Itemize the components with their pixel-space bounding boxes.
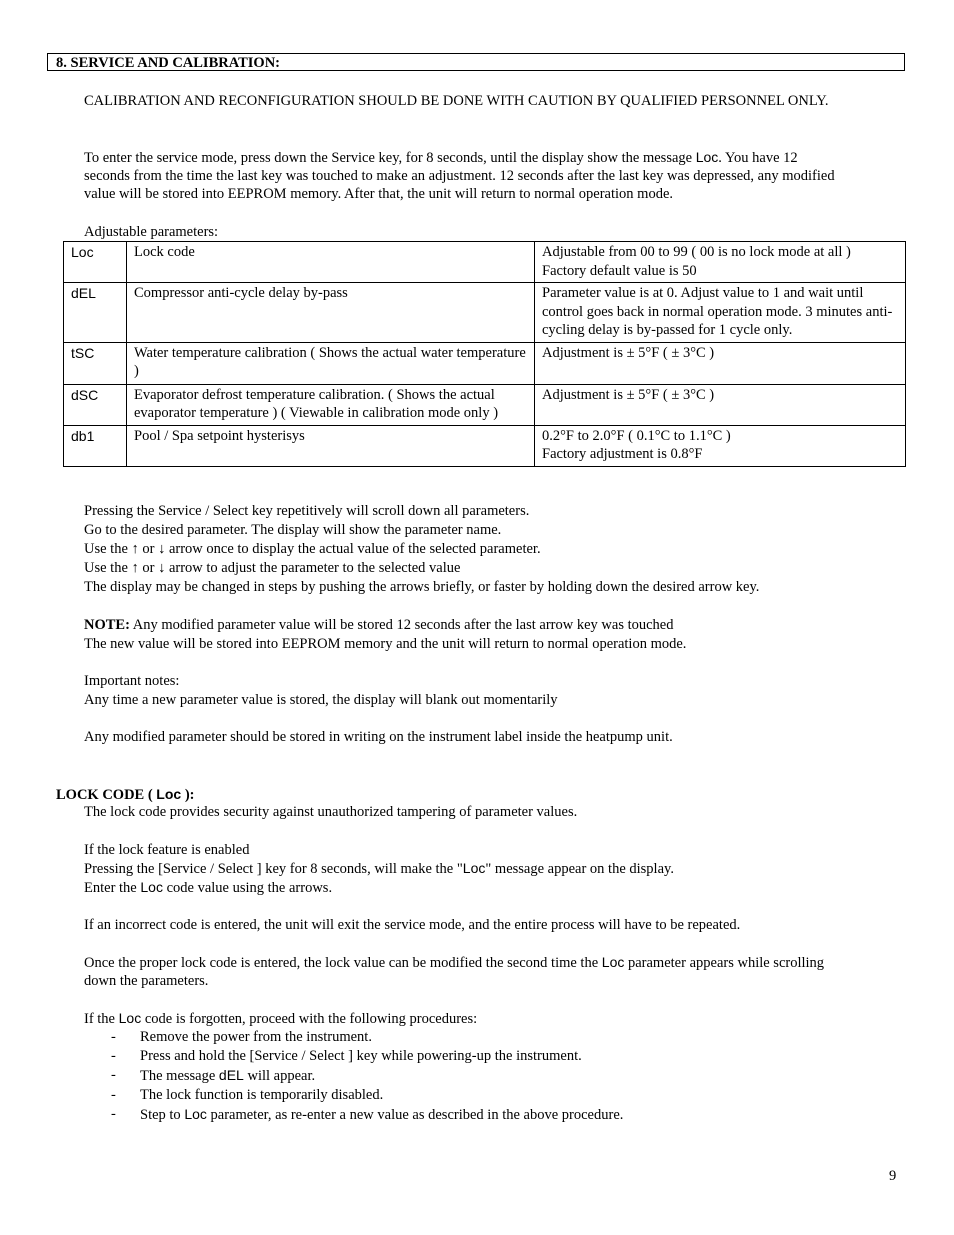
param-code: Loc (64, 242, 127, 283)
param-description: Evaporator defrost temperature calibration. ( Shows the actual evaporator temperature ) ( Viewable in calibration mode only ) (127, 384, 535, 425)
intro-line-2: seconds from the time the last key was touched to make an adjustment. 12 seconds after the last key was depressed, any modified (84, 168, 835, 184)
dash-bullet: - (111, 1067, 116, 1083)
param-description: Pool / Spa setpoint hysterisys (127, 425, 535, 466)
instruction-line: Use the ↑ or ↓ arrow once to display the actual value of the selected parameter. (84, 541, 541, 557)
dash-bullet: - (111, 1106, 116, 1122)
code-loc: Loc (462, 860, 486, 876)
param-code: db1 (64, 425, 127, 466)
page-number: 9 (889, 1168, 897, 1184)
list-item: - The message dEL will appear. (111, 1067, 316, 1084)
dash-bullet: - (111, 1087, 116, 1103)
dash-bullet: - (111, 1048, 116, 1064)
code-loc: Loc (118, 1010, 142, 1026)
instruction-line: Go to the desired parameter. The display will show the parameter name. (84, 522, 502, 538)
table-row (64, 425, 906, 466)
code-del: dEL (218, 1067, 244, 1083)
lock-enabled: If the lock feature is enabled (84, 842, 250, 858)
code-loc: Loc (601, 954, 625, 970)
lock-enter: Enter the Loc code value using the arrows. (84, 879, 333, 896)
list-item: - The lock function is temporarily disabled. (111, 1087, 384, 1103)
dash-bullet: - (111, 1029, 116, 1045)
important-line-2: Any modified parameter should be stored in writing on the instrument label inside the heatpump unit. (84, 729, 673, 745)
intro-line-3: value will be stored into EEPROM memory. After that, the unit will return to normal operation mode. (84, 186, 674, 202)
instruction-line: The display may be changed in steps by pushing the arrows briefly, or faster by holding down the desired arrow key. (84, 579, 760, 595)
forgot-steps-list (111, 1028, 624, 1125)
param-code: dSC (64, 384, 127, 425)
parameters-table (63, 241, 906, 467)
intro-line-1: To enter the service mode, press down the Service key, for 8 seconds, until the display show the message Loc. You have 12 (84, 149, 798, 166)
note-label: NOTE: (84, 617, 130, 633)
important-heading: Important notes: (84, 673, 180, 689)
param-value: Adjustable from 00 to 99 ( 00 is no lock mode at all ) Factory default value is 50 (535, 242, 906, 283)
param-value: Adjustment is ± 5°F ( ± 3°C ) (535, 384, 906, 425)
lock-proper-2: down the parameters. (84, 973, 209, 989)
param-description: Lock code (127, 242, 535, 283)
param-code: tSC (64, 342, 127, 384)
table-row (64, 242, 906, 283)
caution-text: CALIBRATION AND RECONFIGURATION SHOULD BE DONE WITH CAUTION BY QUALIFIED PERSONNEL ONLY. (84, 93, 829, 109)
code-loc: Loc (140, 879, 163, 895)
table-row (64, 283, 906, 343)
params-label: Adjustable parameters: (84, 224, 219, 240)
section-title: 8. SERVICE AND CALIBRATION: (47, 53, 905, 71)
lock-incorrect: If an incorrect code is entered, the unit will exit the service mode, and the entire process will have to be repeated. (84, 917, 741, 933)
list-item: - Remove the power from the instrument. (111, 1029, 372, 1045)
param-description: Compressor anti-cycle delay by-pass (127, 283, 535, 343)
lock-code-heading: LOCK CODE ( Loc ): (56, 786, 195, 803)
list-item: - Press and hold the [Service / Select ] key while powering-up the instrument. (111, 1048, 582, 1064)
code-loc: Loc (695, 149, 719, 165)
instruction-line: Pressing the Service / Select key repetitively will scroll down all parameters. (84, 503, 530, 519)
table-row (64, 342, 906, 384)
important-line-1: Any time a new parameter value is stored, the display will blank out momentarily (84, 692, 558, 708)
lock-intro: The lock code provides security against unauthorized tampering of parameter values. (84, 804, 578, 820)
lock-press: Pressing the [Service / Select ] key for 8 seconds, will make the "Loc" message appear on the display. (84, 860, 674, 877)
table-row (64, 384, 906, 425)
code-loc: Loc (156, 786, 182, 802)
param-description: Water temperature calibration ( Shows the actual water temperature ) (127, 342, 535, 384)
code-loc: Loc (184, 1106, 207, 1122)
note-line-1: NOTE: Any modified parameter value will be stored 12 seconds after the last arrow key was touched (84, 617, 674, 633)
note-line-2: The new value will be stored into EEPROM memory and the unit will return to normal operation mode. (84, 636, 687, 652)
param-value: Adjustment is ± 5°F ( ± 3°C ) (535, 342, 906, 384)
lock-proper-1: Once the proper lock code is entered, the lock value can be modified the second time the Loc parameter appears while scrolling (84, 954, 825, 971)
lock-forgot: If the Loc code is forgotten, proceed with the following procedures: (84, 1010, 478, 1027)
list-item: - Step to Loc parameter, as re-enter a new value as described in the above procedure. (111, 1106, 624, 1123)
param-code: dEL (64, 283, 127, 343)
param-value: Parameter value is at 0. Adjust value to 1 and wait until control goes back in normal operation mode. 3 minutes anti-cycling delay is by-passed for 1 cycle only. (535, 283, 906, 343)
instruction-line: Use the ↑ or ↓ arrow to adjust the parameter to the selected value (84, 560, 461, 576)
param-value: 0.2°F to 2.0°F ( 0.1°C to 1.1°C ) Factory adjustment is 0.8°F (535, 425, 906, 466)
